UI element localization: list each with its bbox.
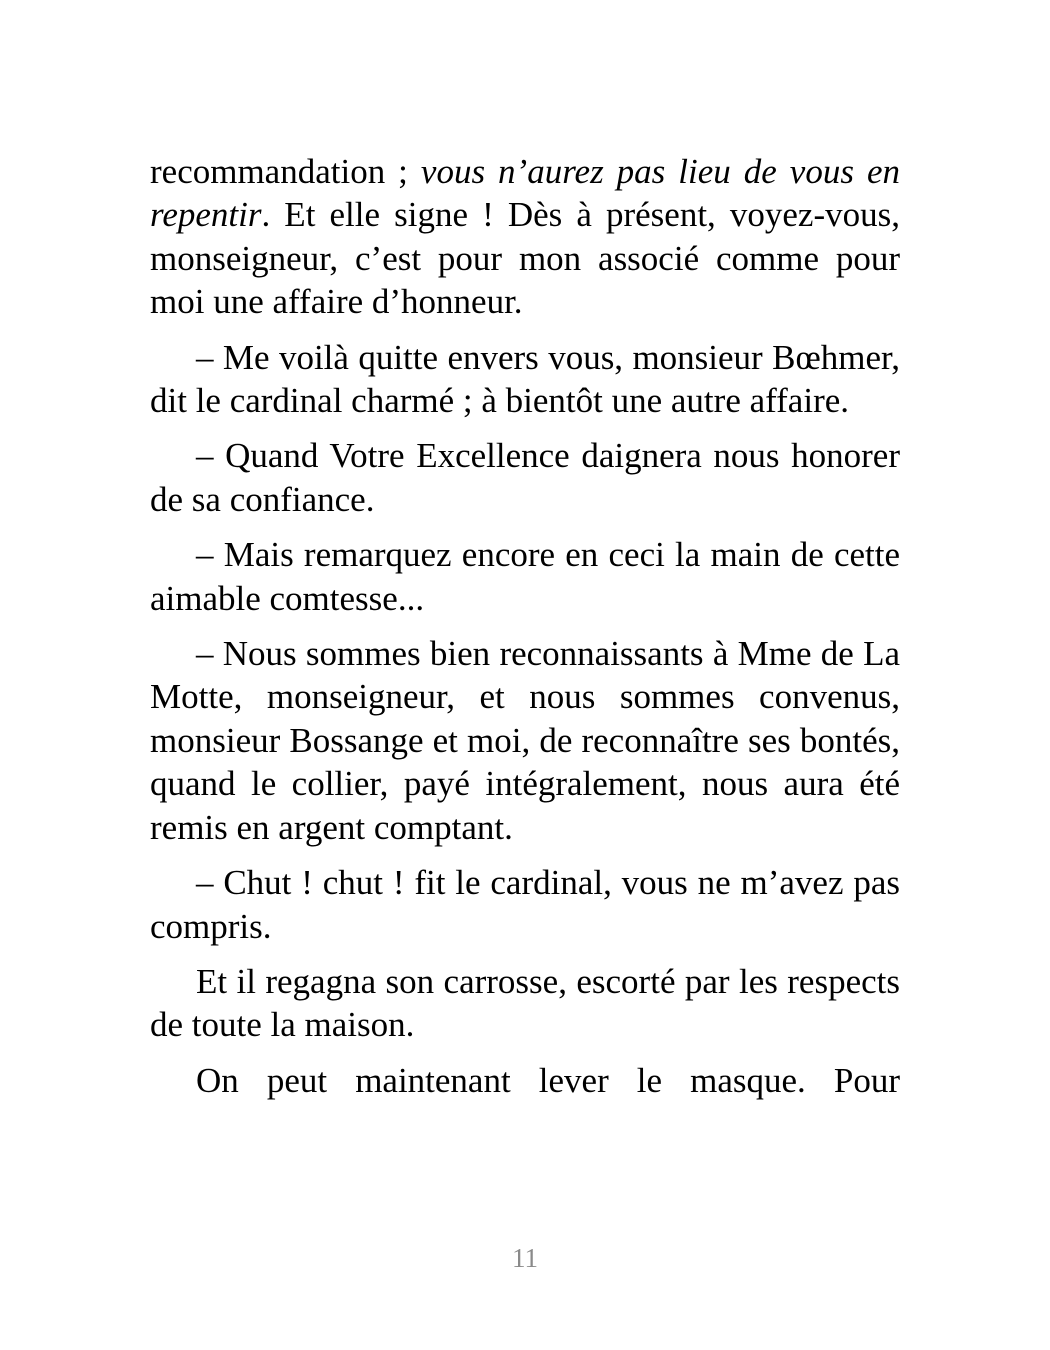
page-body-text	[150, 150, 900, 1114]
paragraph	[150, 1059, 900, 1102]
paragraph	[150, 336, 900, 423]
text-run: recommandation ;	[150, 152, 421, 191]
text-run: – Nous sommes bien reconnaissants à Mme de La Motte, monseigneur, et nous sommes convenus, monsieur Bossange et moi, de reconnaître ses bontés, quand le collier, payé intégralement, nous aura été remis en argent comptant.	[150, 634, 900, 847]
text-run: – Me voilà quitte envers vous, monsieur Bœhmer, dit le cardinal charmé ; à bientôt une autre affaire.	[150, 337, 900, 421]
paragraph	[150, 861, 900, 948]
text-run: Et il regagna son carrosse, escorté par les respects de toute la maison.	[150, 961, 900, 1045]
text-run: On peut maintenant lever le masque. Pour	[196, 1060, 900, 1100]
paragraph	[150, 632, 900, 849]
text-run: – Chut ! chut ! fit le cardinal, vous ne m’avez pas compris.	[150, 863, 900, 946]
text-run: – Quand Votre Excellence daignera nous honorer de sa confiance.	[150, 436, 900, 519]
page-number: 11	[512, 1243, 538, 1273]
paragraph	[150, 533, 900, 620]
paragraph	[150, 960, 900, 1047]
paragraph	[150, 434, 900, 521]
paragraph-continuation	[150, 150, 900, 324]
text-run: . Et elle signe ! Dès à présent, voyez-vous, monseigneur, c’est pour mon associé comme pour moi une affaire d’honneur.	[150, 195, 900, 322]
italic-text-run: vous n’aurez pas lieu de vous en repentir	[150, 152, 900, 235]
text-run: – Mais remarquez encore en ceci la main de cette aimable comtesse...	[150, 535, 900, 618]
